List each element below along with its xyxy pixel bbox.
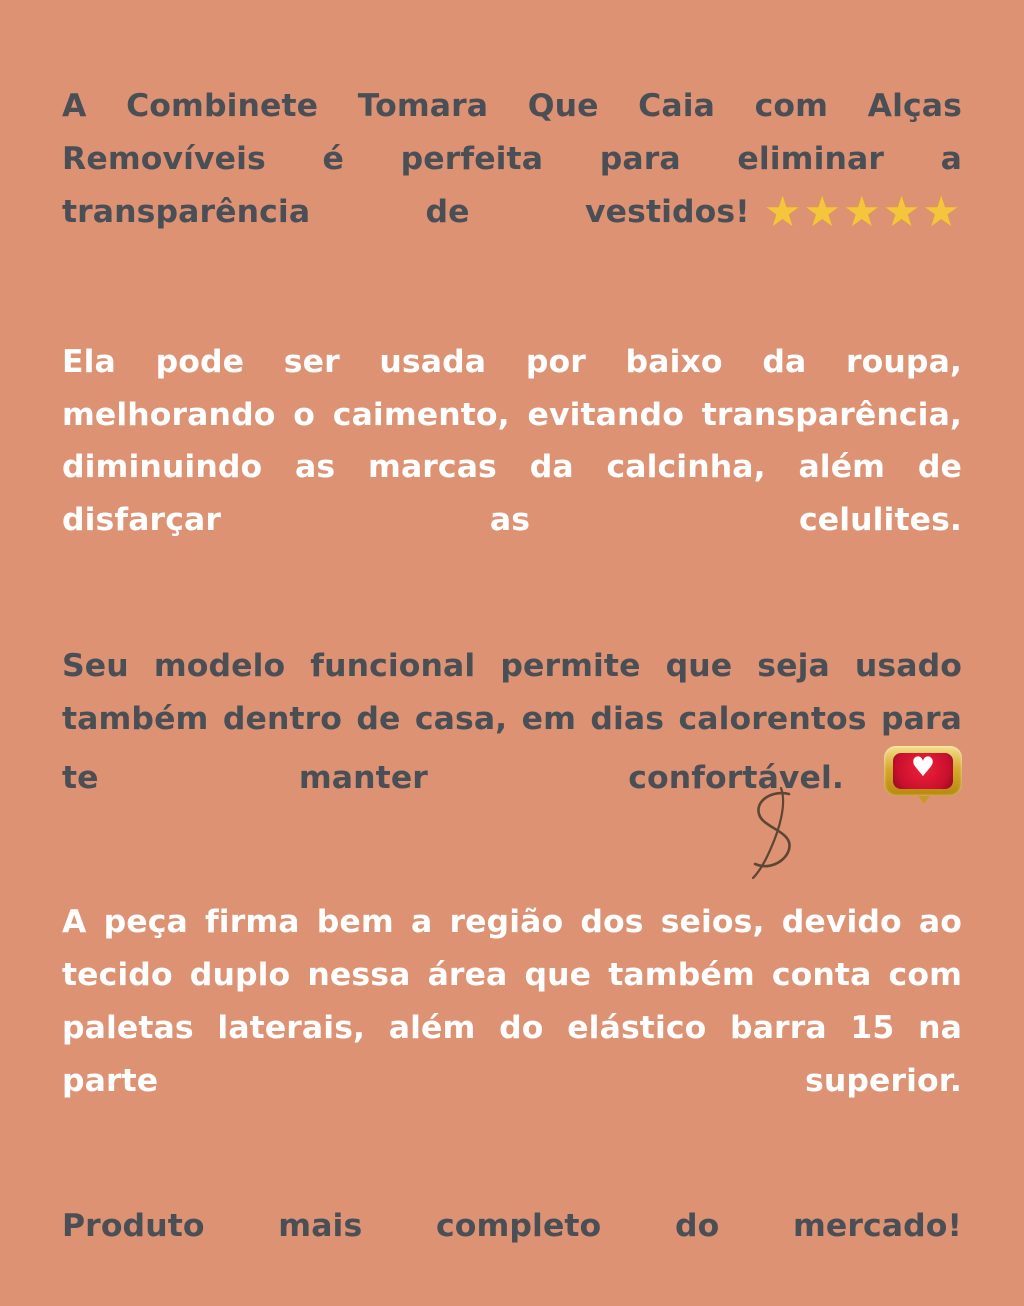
paragraph-support: A peça firma bem a região dos seios, devido ao tecido duplo nessa área que também conta com paletas laterais, além do elástico barra 15 na parte superior.: [62, 903, 962, 1099]
paragraph-closing: Produto mais completo do mercado!: [62, 1208, 962, 1245]
paragraph-usage: Ela pode ser usada por baixo da roupa, melhorando o caimento, evitando transparência, diminuindo as marcas da calcinha, além de disfarçar as celulites.: [62, 343, 962, 539]
paragraph-headline-text: A Combinete Tomara Que Caia com Alças Removíveis é perfeita para eliminar a transparência de vestidos!: [62, 88, 962, 230]
paragraph-comfort-text: Seu modelo funcional permite que seja usado também dentro de casa, em dias calorentos para te manter confortável.: [62, 648, 962, 796]
paragraph-headline: [62, 80, 962, 296]
paragraph-comfort: [62, 640, 962, 858]
rating-stars: ★★★★★: [763, 186, 962, 236]
heart-badge-icon: [884, 746, 962, 804]
